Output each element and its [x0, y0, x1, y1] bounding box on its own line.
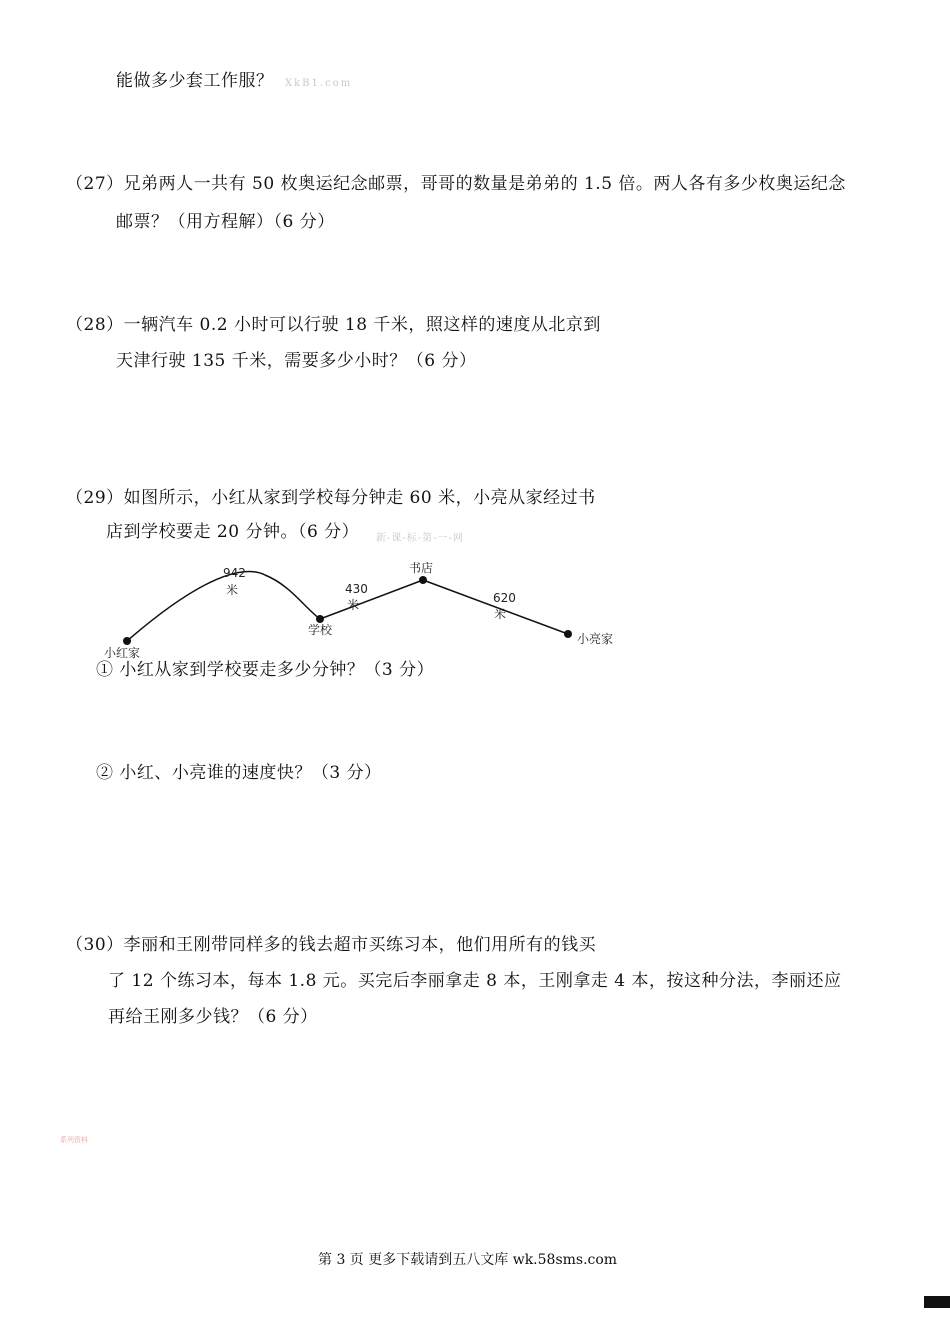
q27-line1: （27）兄弟两人一共有 50 枚奥运纪念邮票，哥哥的数量是弟弟的 1.5 倍。两人各有多少枚奥运纪念	[66, 174, 846, 194]
route-curve-home-to-school	[127, 571, 320, 641]
q29-line1: （29）如图所示，小红从家到学校每分钟走 60 米，小亮从家经过书	[66, 488, 596, 508]
pink-watermark: 系列资料	[60, 1136, 88, 1144]
label-xiaohong-home: 小红家	[104, 646, 141, 660]
route-school-to-bookstore	[320, 580, 423, 619]
q30-line2: 了 12 个练习本，每本 1.8 元。买完后李丽拿走 8 本，王刚拿走 4 本，按这种分法，李丽还应	[108, 971, 842, 991]
distance-620: 620	[493, 591, 516, 605]
q30-line1: （30）李丽和王刚带同样多的钱去超市买练习本，他们用所有的钱买	[66, 935, 597, 955]
q28-line2: 天津行驶 135 千米，需要多少小时？（6 分）	[116, 351, 477, 371]
watermark-xkb: 新-课-标-第-一-网	[376, 533, 464, 544]
label-xiaoliang-home: 小亮家	[577, 632, 614, 646]
point-bookstore	[419, 576, 427, 584]
watermark-xkb1: XkB1.com	[285, 78, 353, 89]
distance-620-unit: 米	[494, 607, 507, 621]
point-xiaohong-home	[123, 637, 131, 645]
q28-line1: （28）一辆汽车 0.2 小时可以行驶 18 千米，照这样的速度从北京到	[66, 315, 601, 335]
corner-mark	[924, 1296, 950, 1308]
label-school: 学校	[308, 623, 333, 637]
page-footer: 第 3 页 更多下载请到五八文库 wk.58sms.com	[318, 1252, 618, 1268]
label-bookstore: 书店	[409, 561, 434, 575]
distance-430-unit: 米	[347, 598, 360, 612]
distance-942: 942	[223, 566, 246, 580]
q30-line3: 再给王刚多少钱？（6 分）	[108, 1007, 318, 1027]
q29-sub1: ① 小红从家到学校要走多少分钟？（3 分）	[96, 660, 435, 680]
distance-942-unit: 米	[226, 583, 239, 597]
point-school	[316, 615, 324, 623]
q26-continuation: 能做多少套工作服？	[116, 71, 274, 91]
q27-line2: 邮票？（用方程解）（6 分）	[116, 212, 335, 232]
q29-line2: 店到学校要走 20 分钟。（6 分）	[106, 522, 360, 542]
point-xiaoliang-home	[564, 630, 572, 638]
distance-430: 430	[345, 582, 368, 596]
q29-sub2: ② 小红、小亮谁的速度快？（3 分）	[96, 763, 382, 783]
